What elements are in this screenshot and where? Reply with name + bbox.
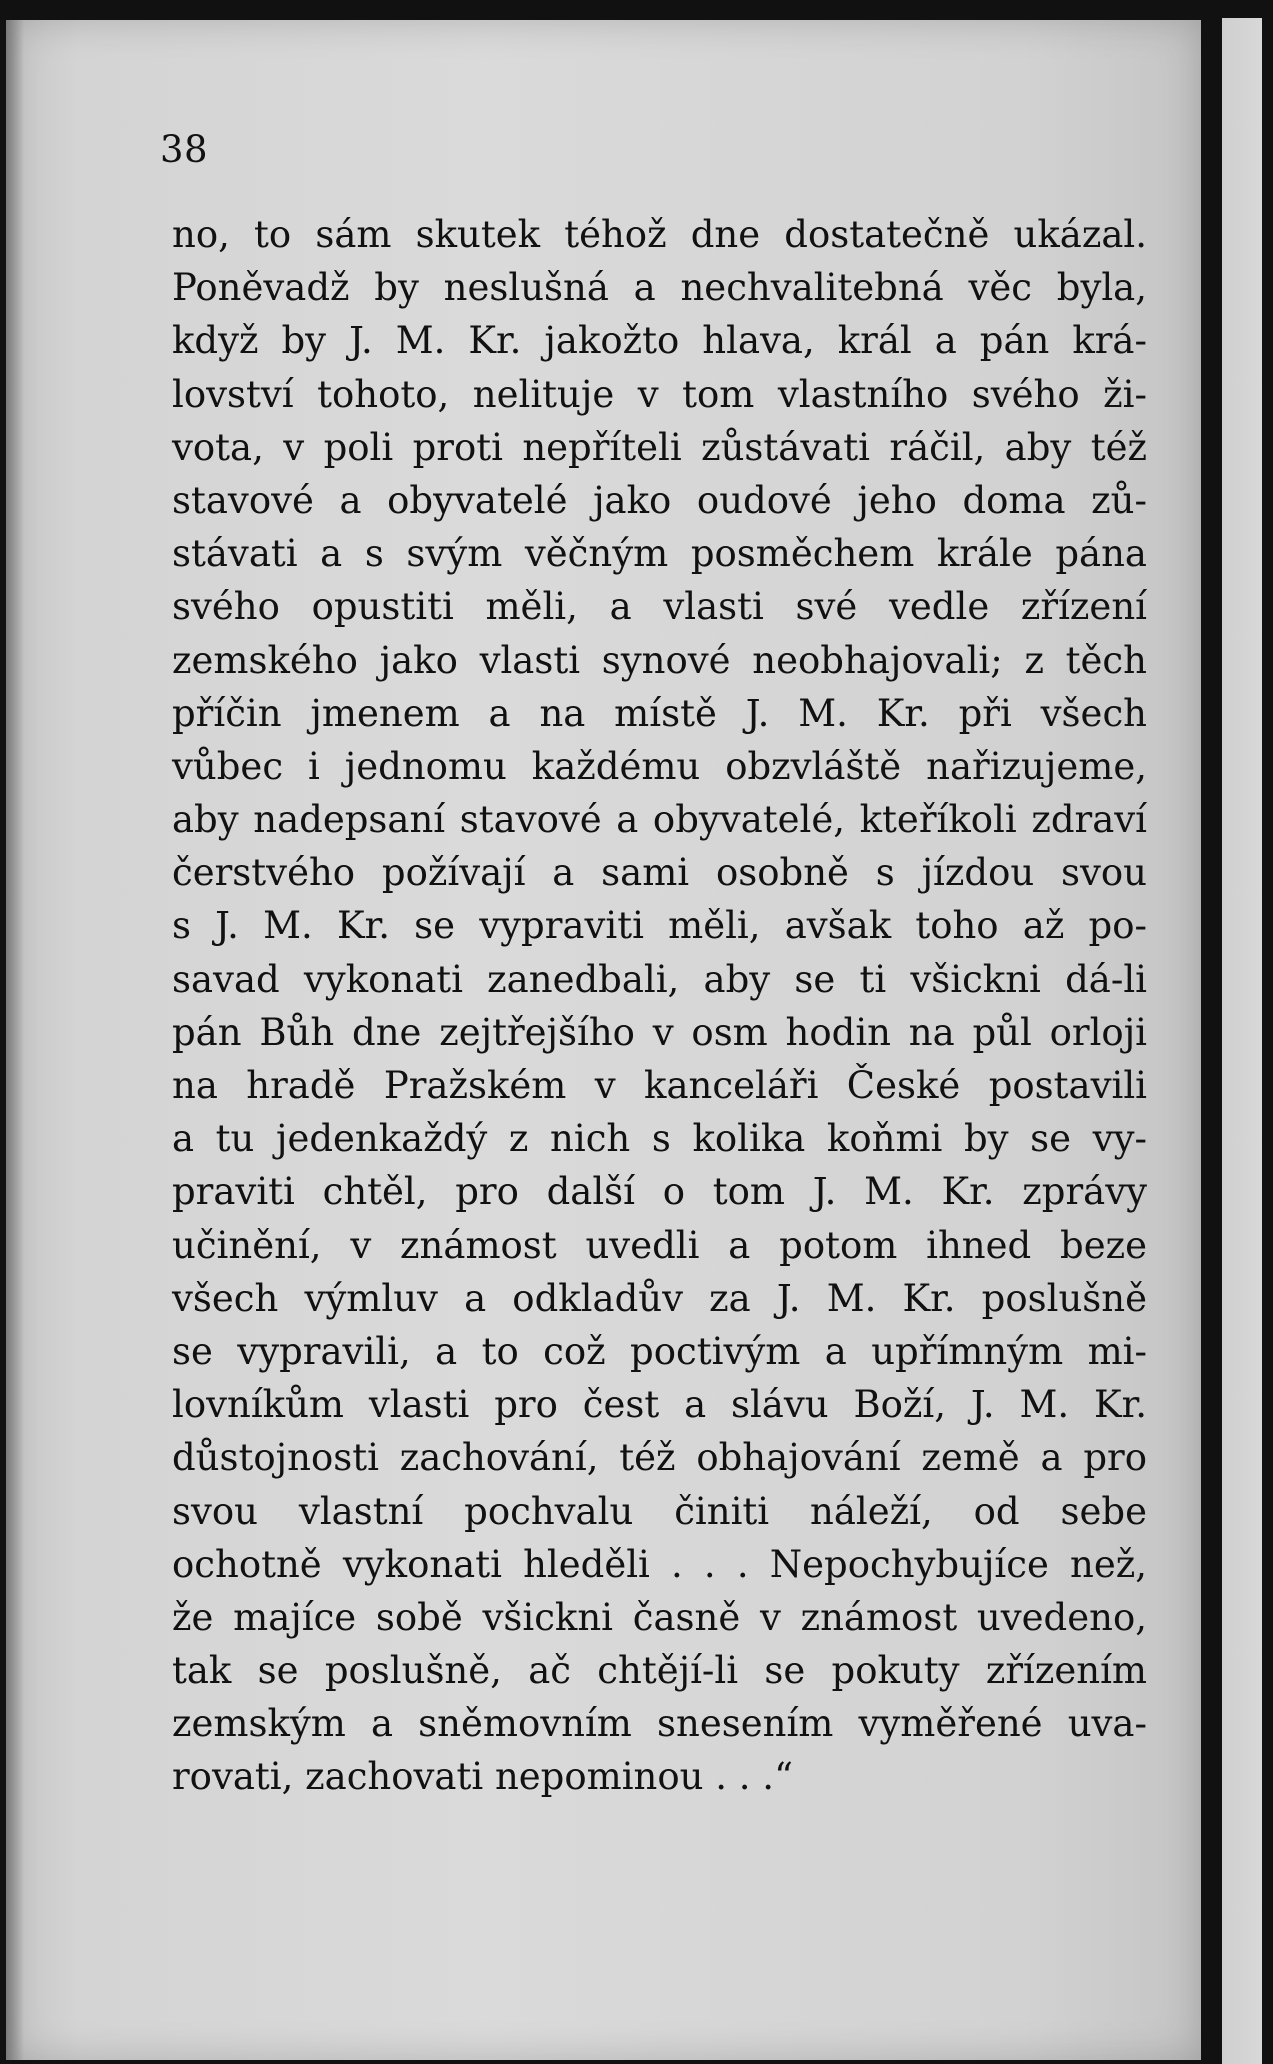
text-line: že majíce sobě všickni časně v známost uvedeno, [172, 1595, 1147, 1639]
page-number: 38 [160, 128, 209, 171]
text-line: svou vlastní pochvalu činiti náleží, od sebe [172, 1489, 1147, 1533]
text-line: praviti chtěl, pro další o tom J. M. Kr. zprávy [172, 1170, 1147, 1214]
text-line: lovníkům vlasti pro čest a slávu Boží, J. M. Kr. [172, 1383, 1147, 1427]
text-line: vota, v poli proti nepříteli zůstávati ráčil, aby též [172, 425, 1147, 469]
body-text [172, 208, 1147, 1804]
text-line: všech výmluv a odkladův za J. M. Kr. poslušně [172, 1276, 1147, 1320]
text-line: příčin jmenem a na místě J. M. Kr. při všech [172, 691, 1147, 735]
text-line: a tu jedenkaždý z nich s kolika koňmi by se vy- [172, 1117, 1147, 1161]
text-line: zemského jako vlasti synové neobhajovali; z těch [172, 638, 1147, 682]
text-line: stávati a s svým věčným posměchem krále pána [172, 532, 1147, 576]
text-line: aby nadepsaní stavové a obyvatelé, kteříkoli zdraví [172, 798, 1147, 842]
text-line: tak se poslušně, ač chtějí-li se pokuty zřízením [172, 1649, 1147, 1693]
text-line: vůbec i jednomu každému obzvláště nařizujeme, [172, 744, 1147, 788]
page-left-shadow [6, 20, 24, 2060]
text-line: svého opustiti měli, a vlasti své vedle zřízení [172, 585, 1147, 629]
text-line: ochotně vykonati hleděli . . . Nepochybujíce než, [172, 1542, 1147, 1586]
text-line: důstojnosti zachování, též obhajování země a pro [172, 1436, 1147, 1480]
text-line: lovství tohoto, nelituje v tom vlastního svého ži- [172, 372, 1147, 416]
text-line: no, to sám skutek téhož dne dostatečně ukázal. [172, 213, 1147, 256]
text-line: učinění, v známost uvedli a potom ihned beze [172, 1223, 1147, 1267]
text-line: rovati, zachovati nepominou . . .“ [172, 1755, 793, 1799]
text-line: s J. M. Kr. se vypraviti měli, avšak toho až po- [172, 904, 1147, 948]
text-line: stavové a obyvatelé jako oudové jeho doma zů- [172, 478, 1147, 522]
adjacent-page-edge [1222, 18, 1262, 2064]
text-line: savad vykonati zanedbali, aby se ti všickni dá-li [172, 957, 1147, 1001]
text-line: pán Bůh dne zejtřejšího v osm hodin na půl orloji [172, 1010, 1147, 1054]
text-line: čerstvého požívají a sami osobně s jízdou svou [172, 851, 1147, 895]
text-line: na hradě Pražském v kanceláři České postavili [172, 1064, 1147, 1107]
text-line: zemským a sněmovním snesením vyměřené uva- [172, 1702, 1147, 1746]
text-line: se vypravili, a to což poctivým a upřímným mi- [172, 1329, 1147, 1373]
text-line: Poněvadž by neslušná a nechvalitebná věc byla, [172, 266, 1147, 310]
text-line: když by J. M. Kr. jakožto hlava, král a pán krá- [172, 319, 1147, 363]
